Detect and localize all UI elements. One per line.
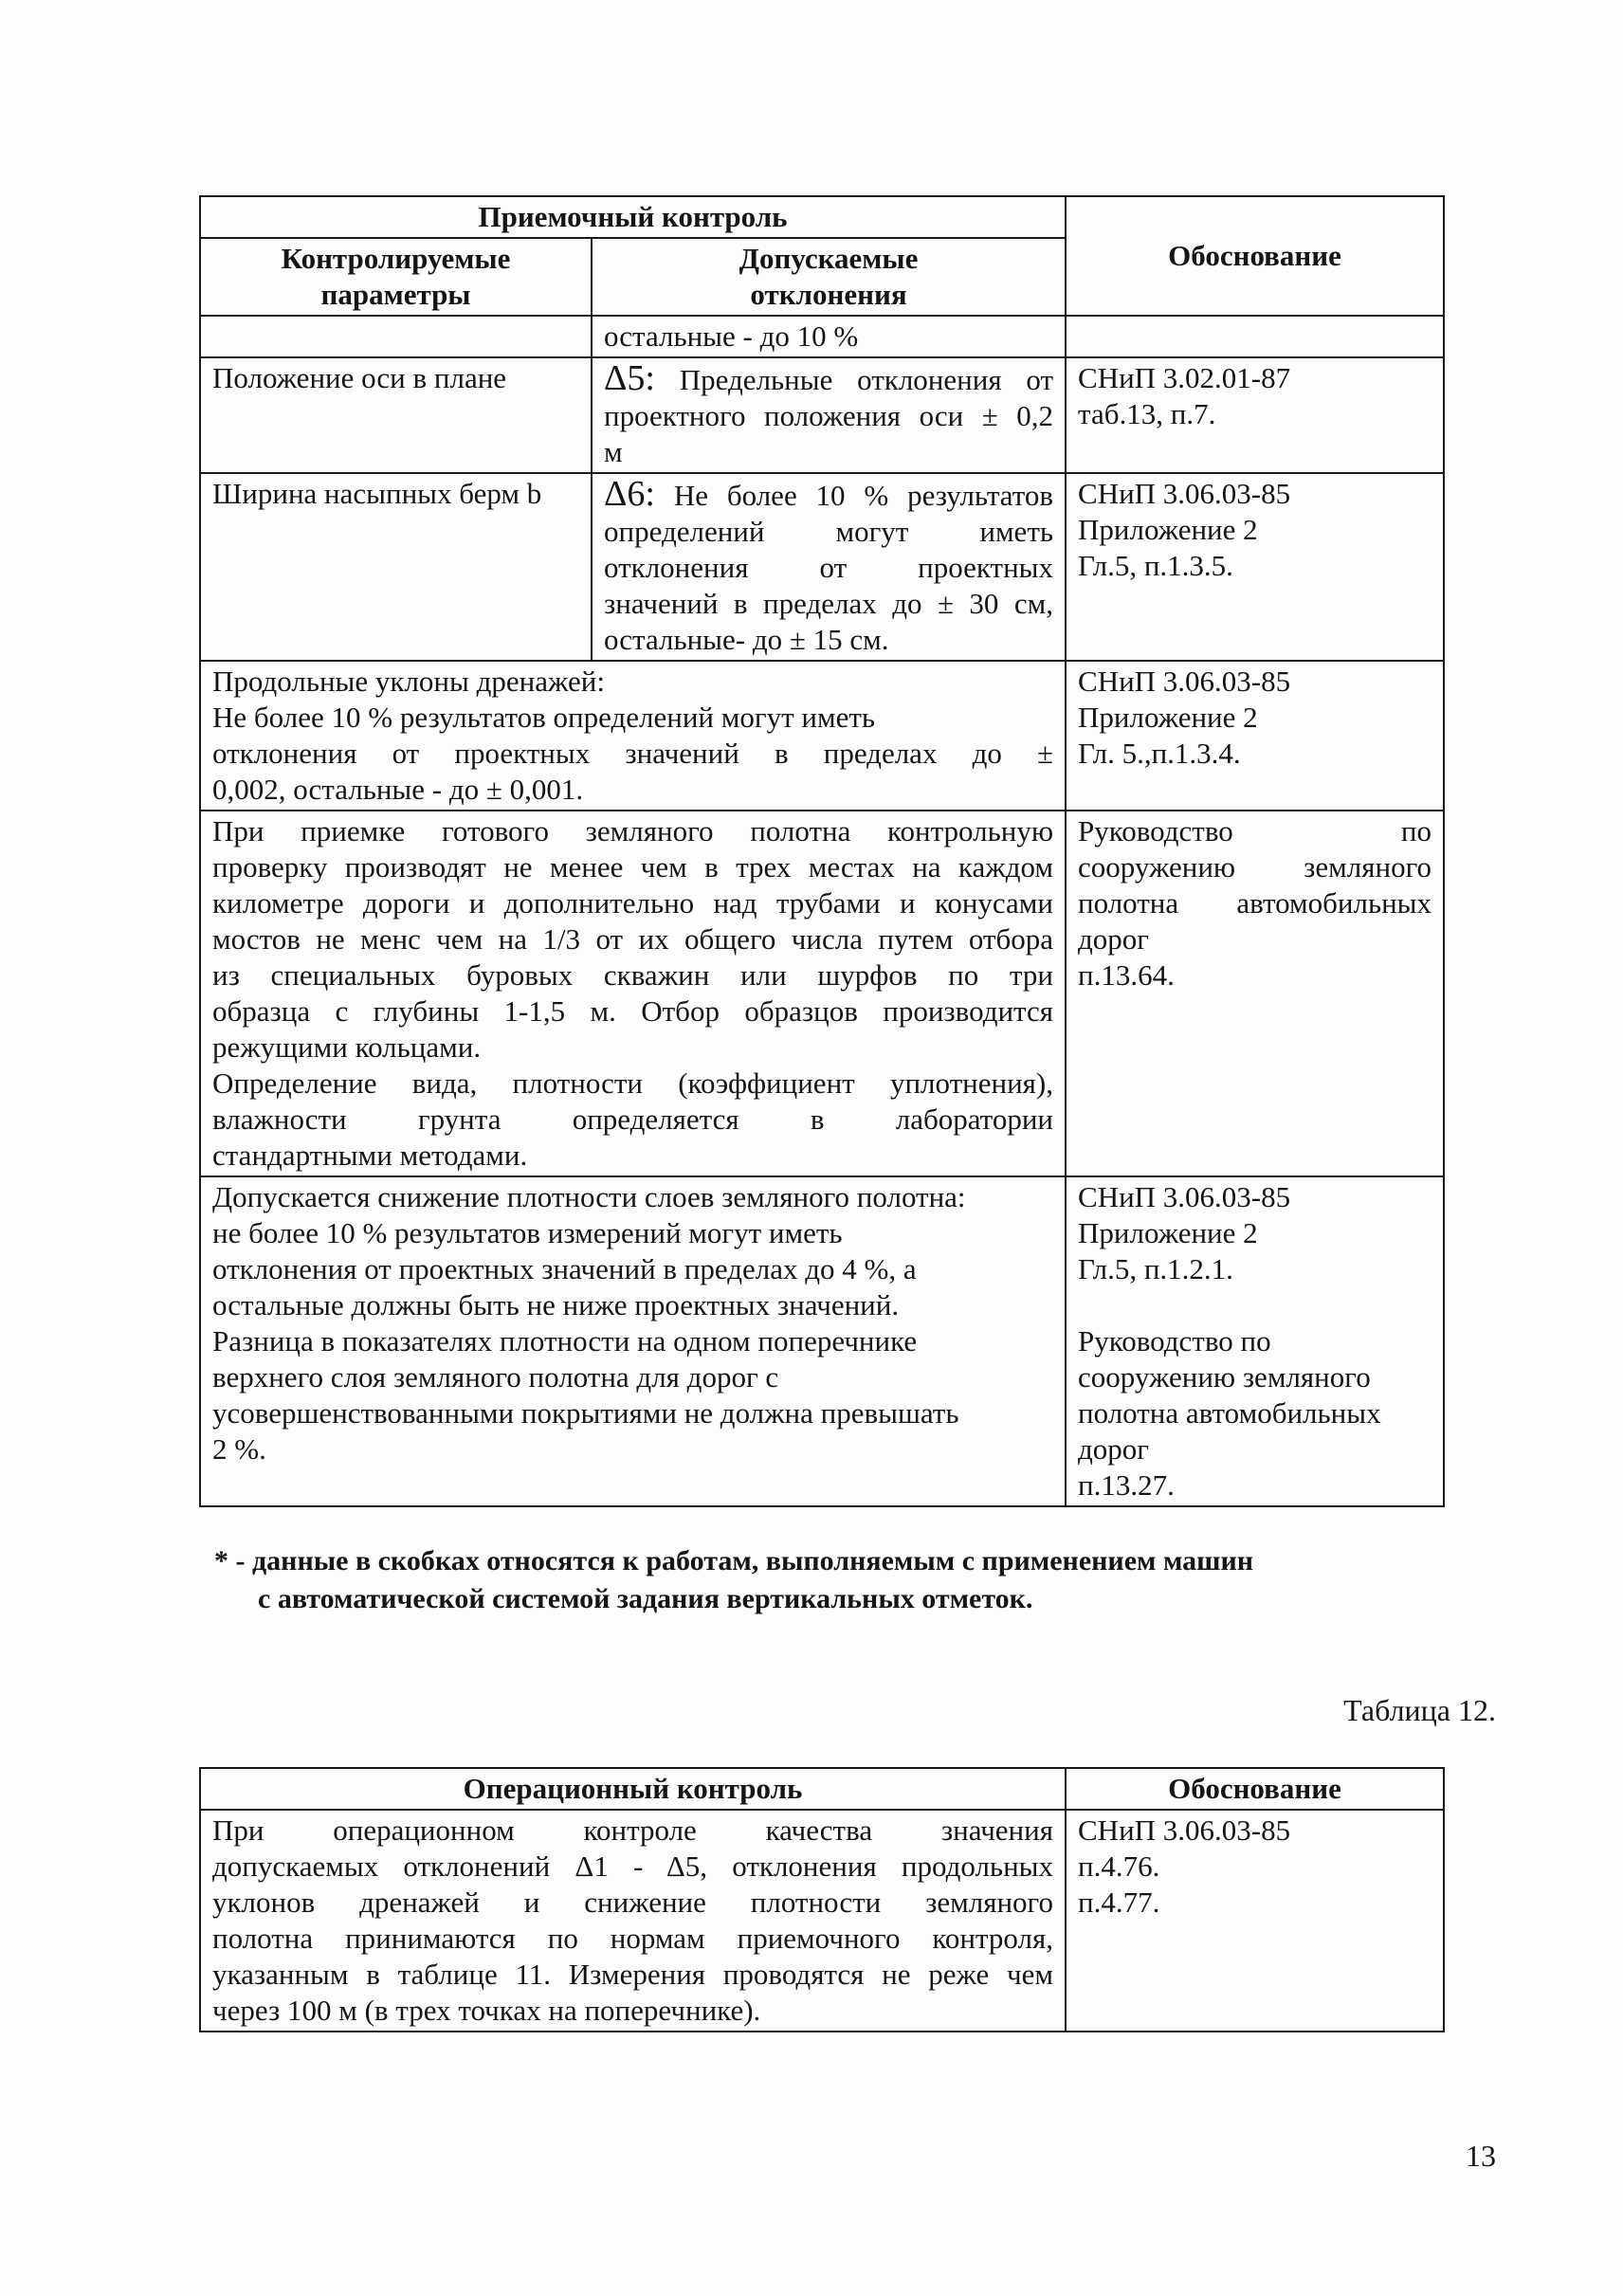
header-controlled-params: Контролируемые параметры [200, 238, 592, 316]
table-12-label: Таблица 12. [1343, 1693, 1496, 1727]
deviation-cell: остальные - до 10 % [592, 316, 1066, 357]
page-number: 13 [1466, 2139, 1496, 2173]
basis-cell: Руководство по сооружению земляного полотна автомобильных дорог п.13.64. [1066, 811, 1444, 1176]
param-cell: Положение оси в плане [200, 357, 592, 473]
header-allowed-deviations: Допускаемые отклонения [592, 238, 1066, 316]
table-row [200, 473, 1444, 661]
table-row [200, 1810, 1444, 2032]
table-row [200, 811, 1444, 1176]
table-row [200, 1176, 1444, 1506]
drainage-slope-cell: Продольные уклоны дренажей: Не более 10 % результатов определений могут иметь отклонения от проектных значений в пределах до ± 0,002, остальные - до ± 0,001. [200, 661, 1066, 811]
header-acceptance-control: Приемочный контроль [200, 196, 1066, 238]
basis-cell: СНиП 3.02.01-87 таб.13, п.7. [1066, 357, 1444, 473]
deviation-cell: Δ5: Предельные отклонения от проектного положения оси ± 0,2 м [592, 357, 1066, 473]
acceptance-check-cell: При приемке готового земляного полотна контрольную проверку производят не менее чем в трех местах на каждом километре дороги и дополнительно над трубами и конусами мостов не менс чем на 1/3 от их общего числа путем отбора из специальных буровых скважин или шурфов по три образца с глубины 1-1,5 м. Отбор образцов производится режущими кольцами. Определение вида, плотности (коэффициент уплотнения), влажности грунта определяется в лаборатории стандартными методами. [200, 811, 1066, 1176]
header-operational-control: Операционный контроль [200, 1768, 1066, 1810]
operational-control-table [199, 1767, 1445, 2032]
table-row [200, 661, 1444, 811]
density-reduction-cell: Допускается снижение плотности слоев земляного полотна: не более 10 % результатов измерений могут иметь отклонения от проектных значений в пределах до 4 %, а остальные должны быть не ниже проектных значений. Разница в показателях плотности на одном поперечнике верхнего слоя земляного полотна для дорог с усовершенствованными покрытиями не должна превышать 2 %. [200, 1176, 1066, 1506]
header-basis: Обоснование [1066, 1768, 1444, 1810]
acceptance-control-table [199, 195, 1445, 1507]
table-row [200, 357, 1444, 473]
table-row [200, 316, 1444, 357]
basis-cell: СНиП 3.06.03-85 Приложение 2 Гл. 5.,п.1.3.4. [1066, 661, 1444, 811]
footnote: * - данные в скобках относятся к работам, выполняемым с применением машин с автоматической системой задания вертикальных отметок. [214, 1545, 1254, 1614]
basis-cell: СНиП 3.06.03-85 Приложение 2 Гл.5, п.1.3.5. [1066, 473, 1444, 661]
param-cell: Ширина насыпных берм b [200, 473, 592, 661]
basis-cell: СНиП 3.06.03-85 Приложение 2 Гл.5, п.1.2.1. Руководство по сооружению земляного полотна автомобильных дорог п.13.27. [1066, 1176, 1444, 1506]
basis-cell: СНиП 3.06.03-85 п.4.76. п.4.77. [1066, 1810, 1444, 2032]
operational-control-cell: При операционном контроле качества значения допускаемых отклонений Δ1 - Δ5, отклонения продольных уклонов дренажей и снижение плотности земляного полотна принимаются по нормам приемочного контроля, указанным в таблице 11. Измерения проводятся не реже чем через 100 м (в трех точках на поперечнике). [200, 1810, 1066, 2032]
deviation-cell: Δ6: Не более 10 % результатов определений могут иметь отклонения от проектных значений в пределах до ± 30 см, остальные- до ± 15 см. [592, 473, 1066, 661]
header-basis: Обоснование [1066, 196, 1444, 316]
